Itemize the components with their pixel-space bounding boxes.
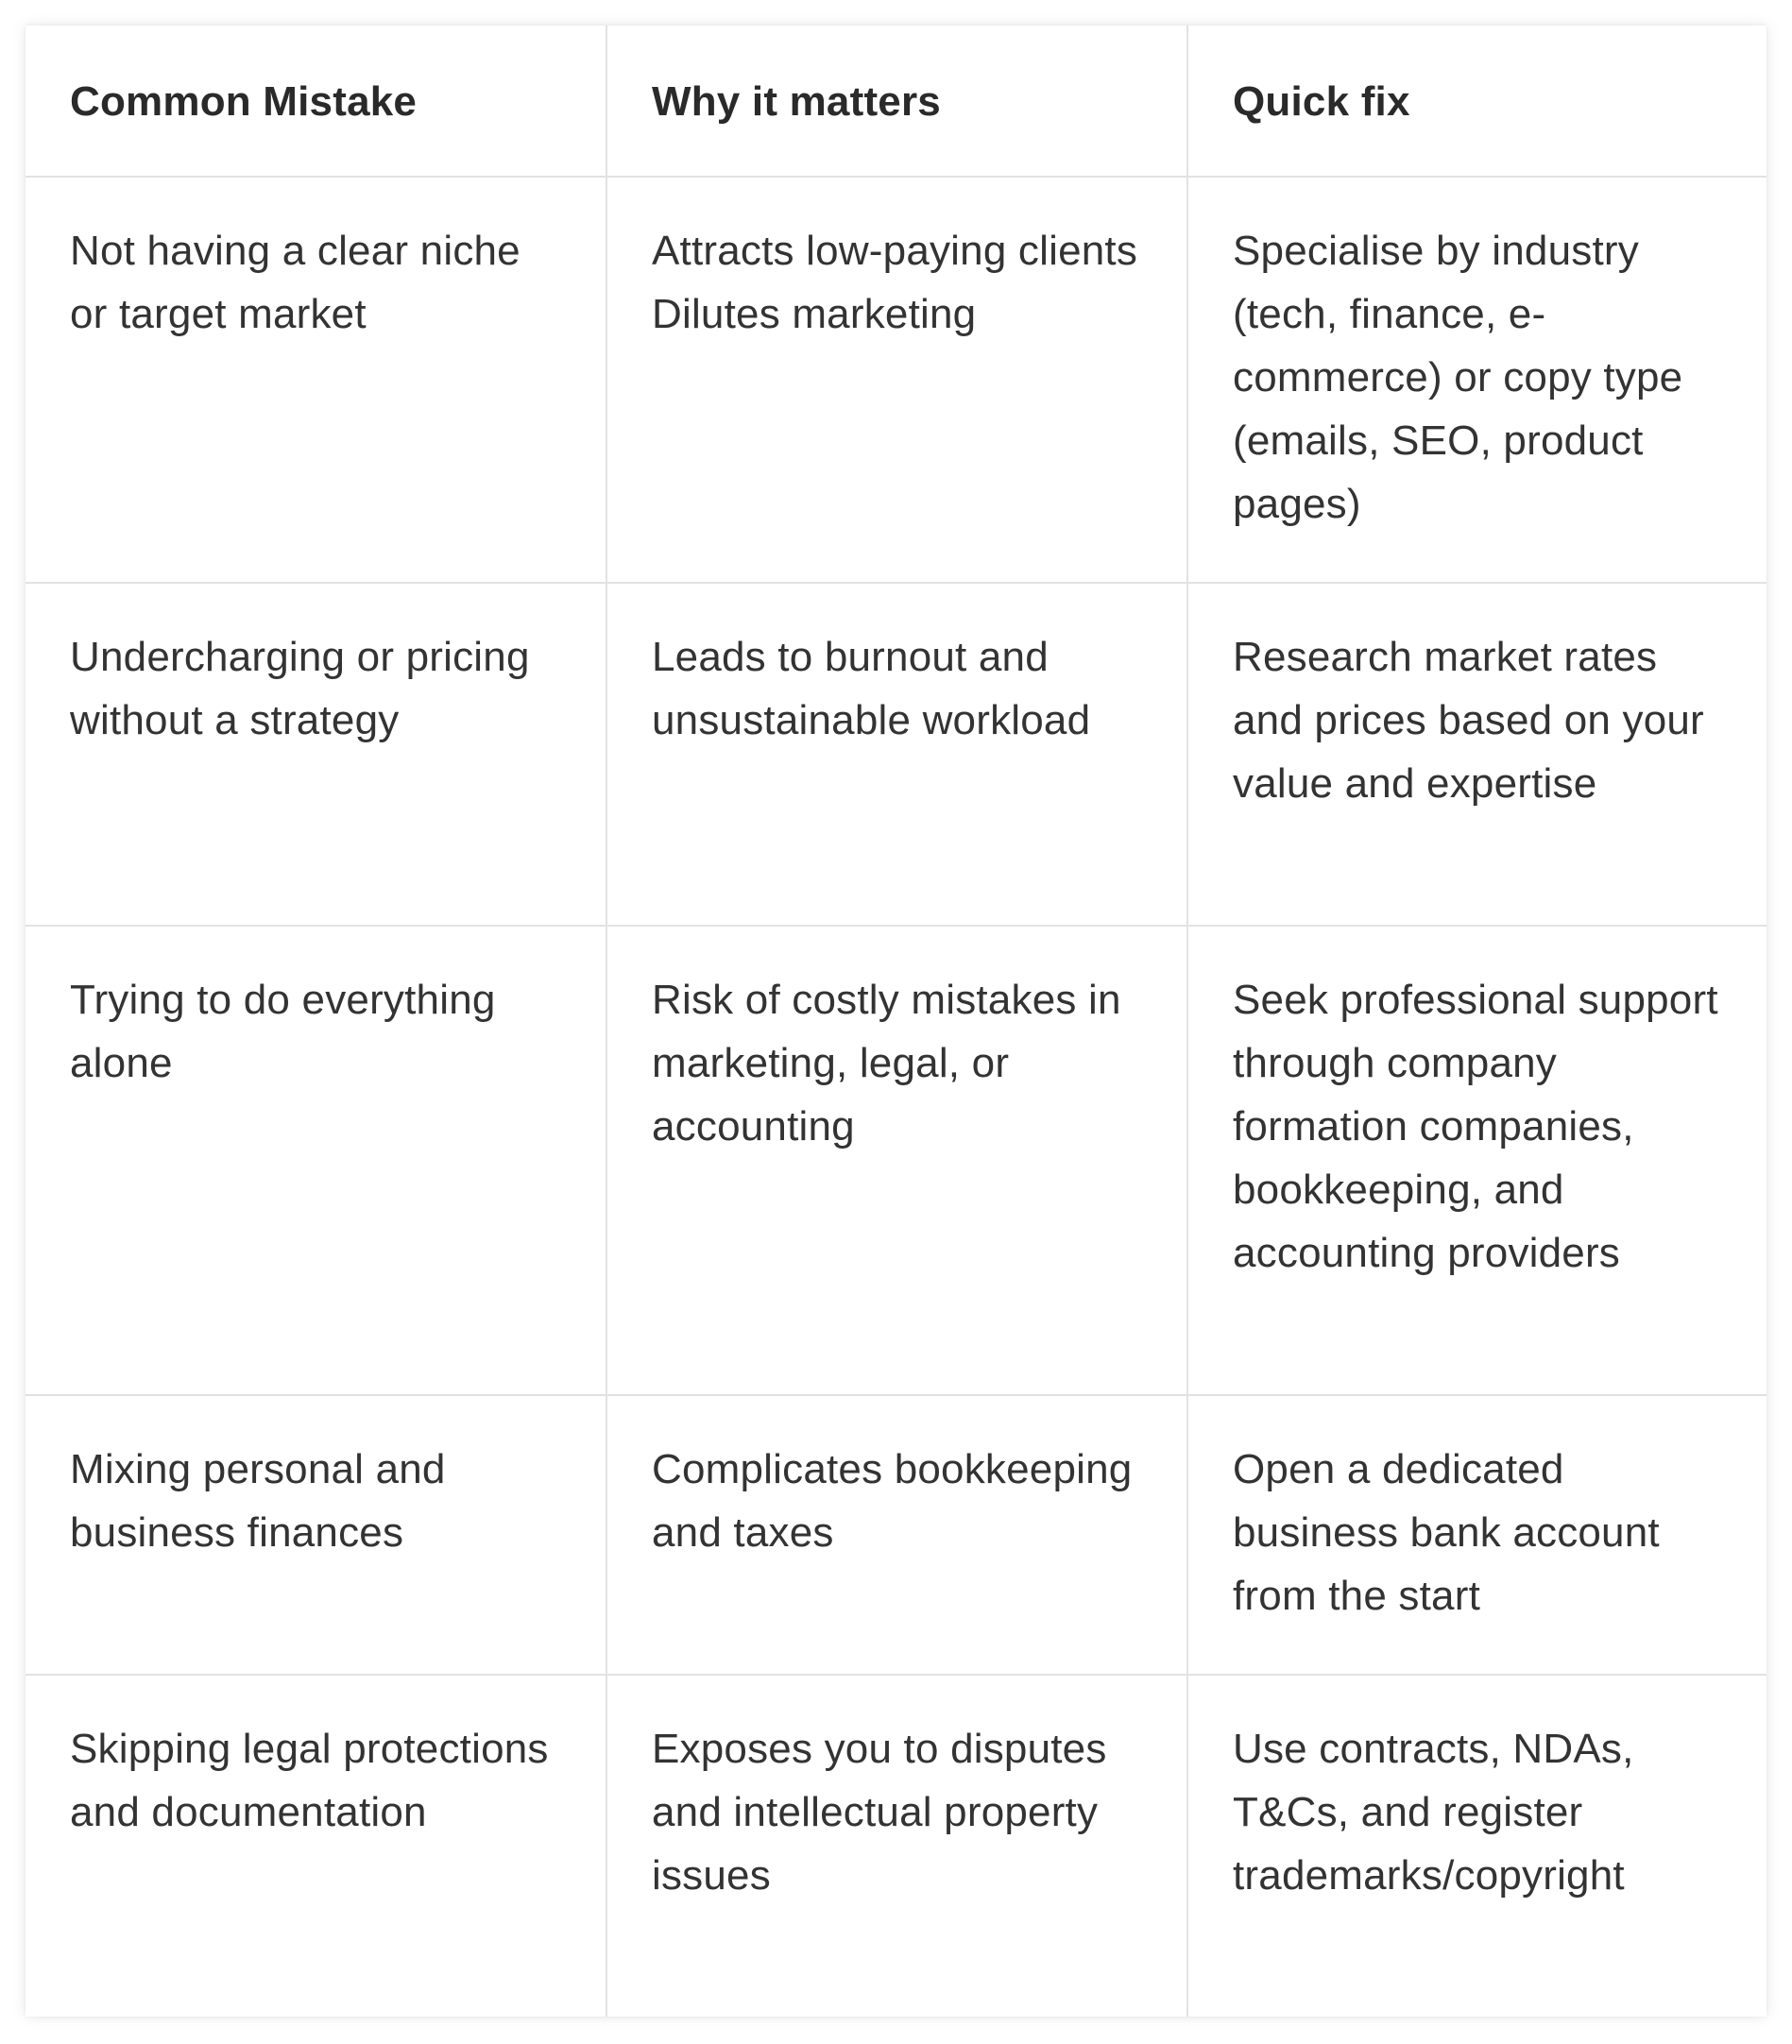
- mistakes-table: [26, 26, 1766, 2017]
- cell-fix: Open a dedicated business bank account from the start: [1187, 1395, 1766, 1675]
- cell-fix: Seek professional support through company formation companies, bookkeeping, and accounting providers: [1187, 926, 1766, 1395]
- mistakes-table-card: [26, 26, 1766, 2017]
- cell-mistake: Undercharging or pricing without a strategy: [26, 583, 606, 926]
- why-line: Attracts low-paying clients: [652, 228, 1138, 274]
- cell-mistake: Mixing personal and business finances: [26, 1395, 606, 1675]
- table-row: [26, 583, 1766, 926]
- header-why-it-matters: Why it matters: [606, 26, 1187, 177]
- why-line: Risk of costly mistakes in marketing, legal, or accounting: [652, 977, 1121, 1150]
- cell-why: [606, 1395, 1187, 1675]
- table-header-row: [26, 26, 1766, 177]
- why-line: Dilutes marketing: [652, 291, 977, 337]
- cell-mistake: Trying to do everything alone: [26, 926, 606, 1395]
- why-line: Leads to burnout and unsustainable workload: [652, 634, 1091, 743]
- header-common-mistake: Common Mistake: [26, 26, 606, 177]
- cell-fix: Specialise by industry (tech, finance, e-commerce) or copy type (emails, SEO, product pages): [1187, 177, 1766, 583]
- cell-why: [606, 177, 1187, 583]
- table-row: [26, 1675, 1766, 2017]
- cell-why: [606, 926, 1187, 1395]
- cell-mistake: Not having a clear niche or target market: [26, 177, 606, 583]
- why-line: Complicates bookkeeping and taxes: [652, 1446, 1133, 1556]
- header-quick-fix: Quick fix: [1187, 26, 1766, 177]
- table-row: [26, 177, 1766, 583]
- cell-fix: Use contracts, NDAs, T&Cs, and register trademarks/copyright: [1187, 1675, 1766, 2017]
- cell-why: [606, 583, 1187, 926]
- cell-mistake: Skipping legal protections and documentation: [26, 1675, 606, 2017]
- why-line: Exposes you to disputes and intellectual property issues: [652, 1726, 1107, 1899]
- cell-why: [606, 1675, 1187, 2017]
- cell-fix: Research market rates and prices based on your value and expertise: [1187, 583, 1766, 926]
- table-row: [26, 1395, 1766, 1675]
- table-row: [26, 926, 1766, 1395]
